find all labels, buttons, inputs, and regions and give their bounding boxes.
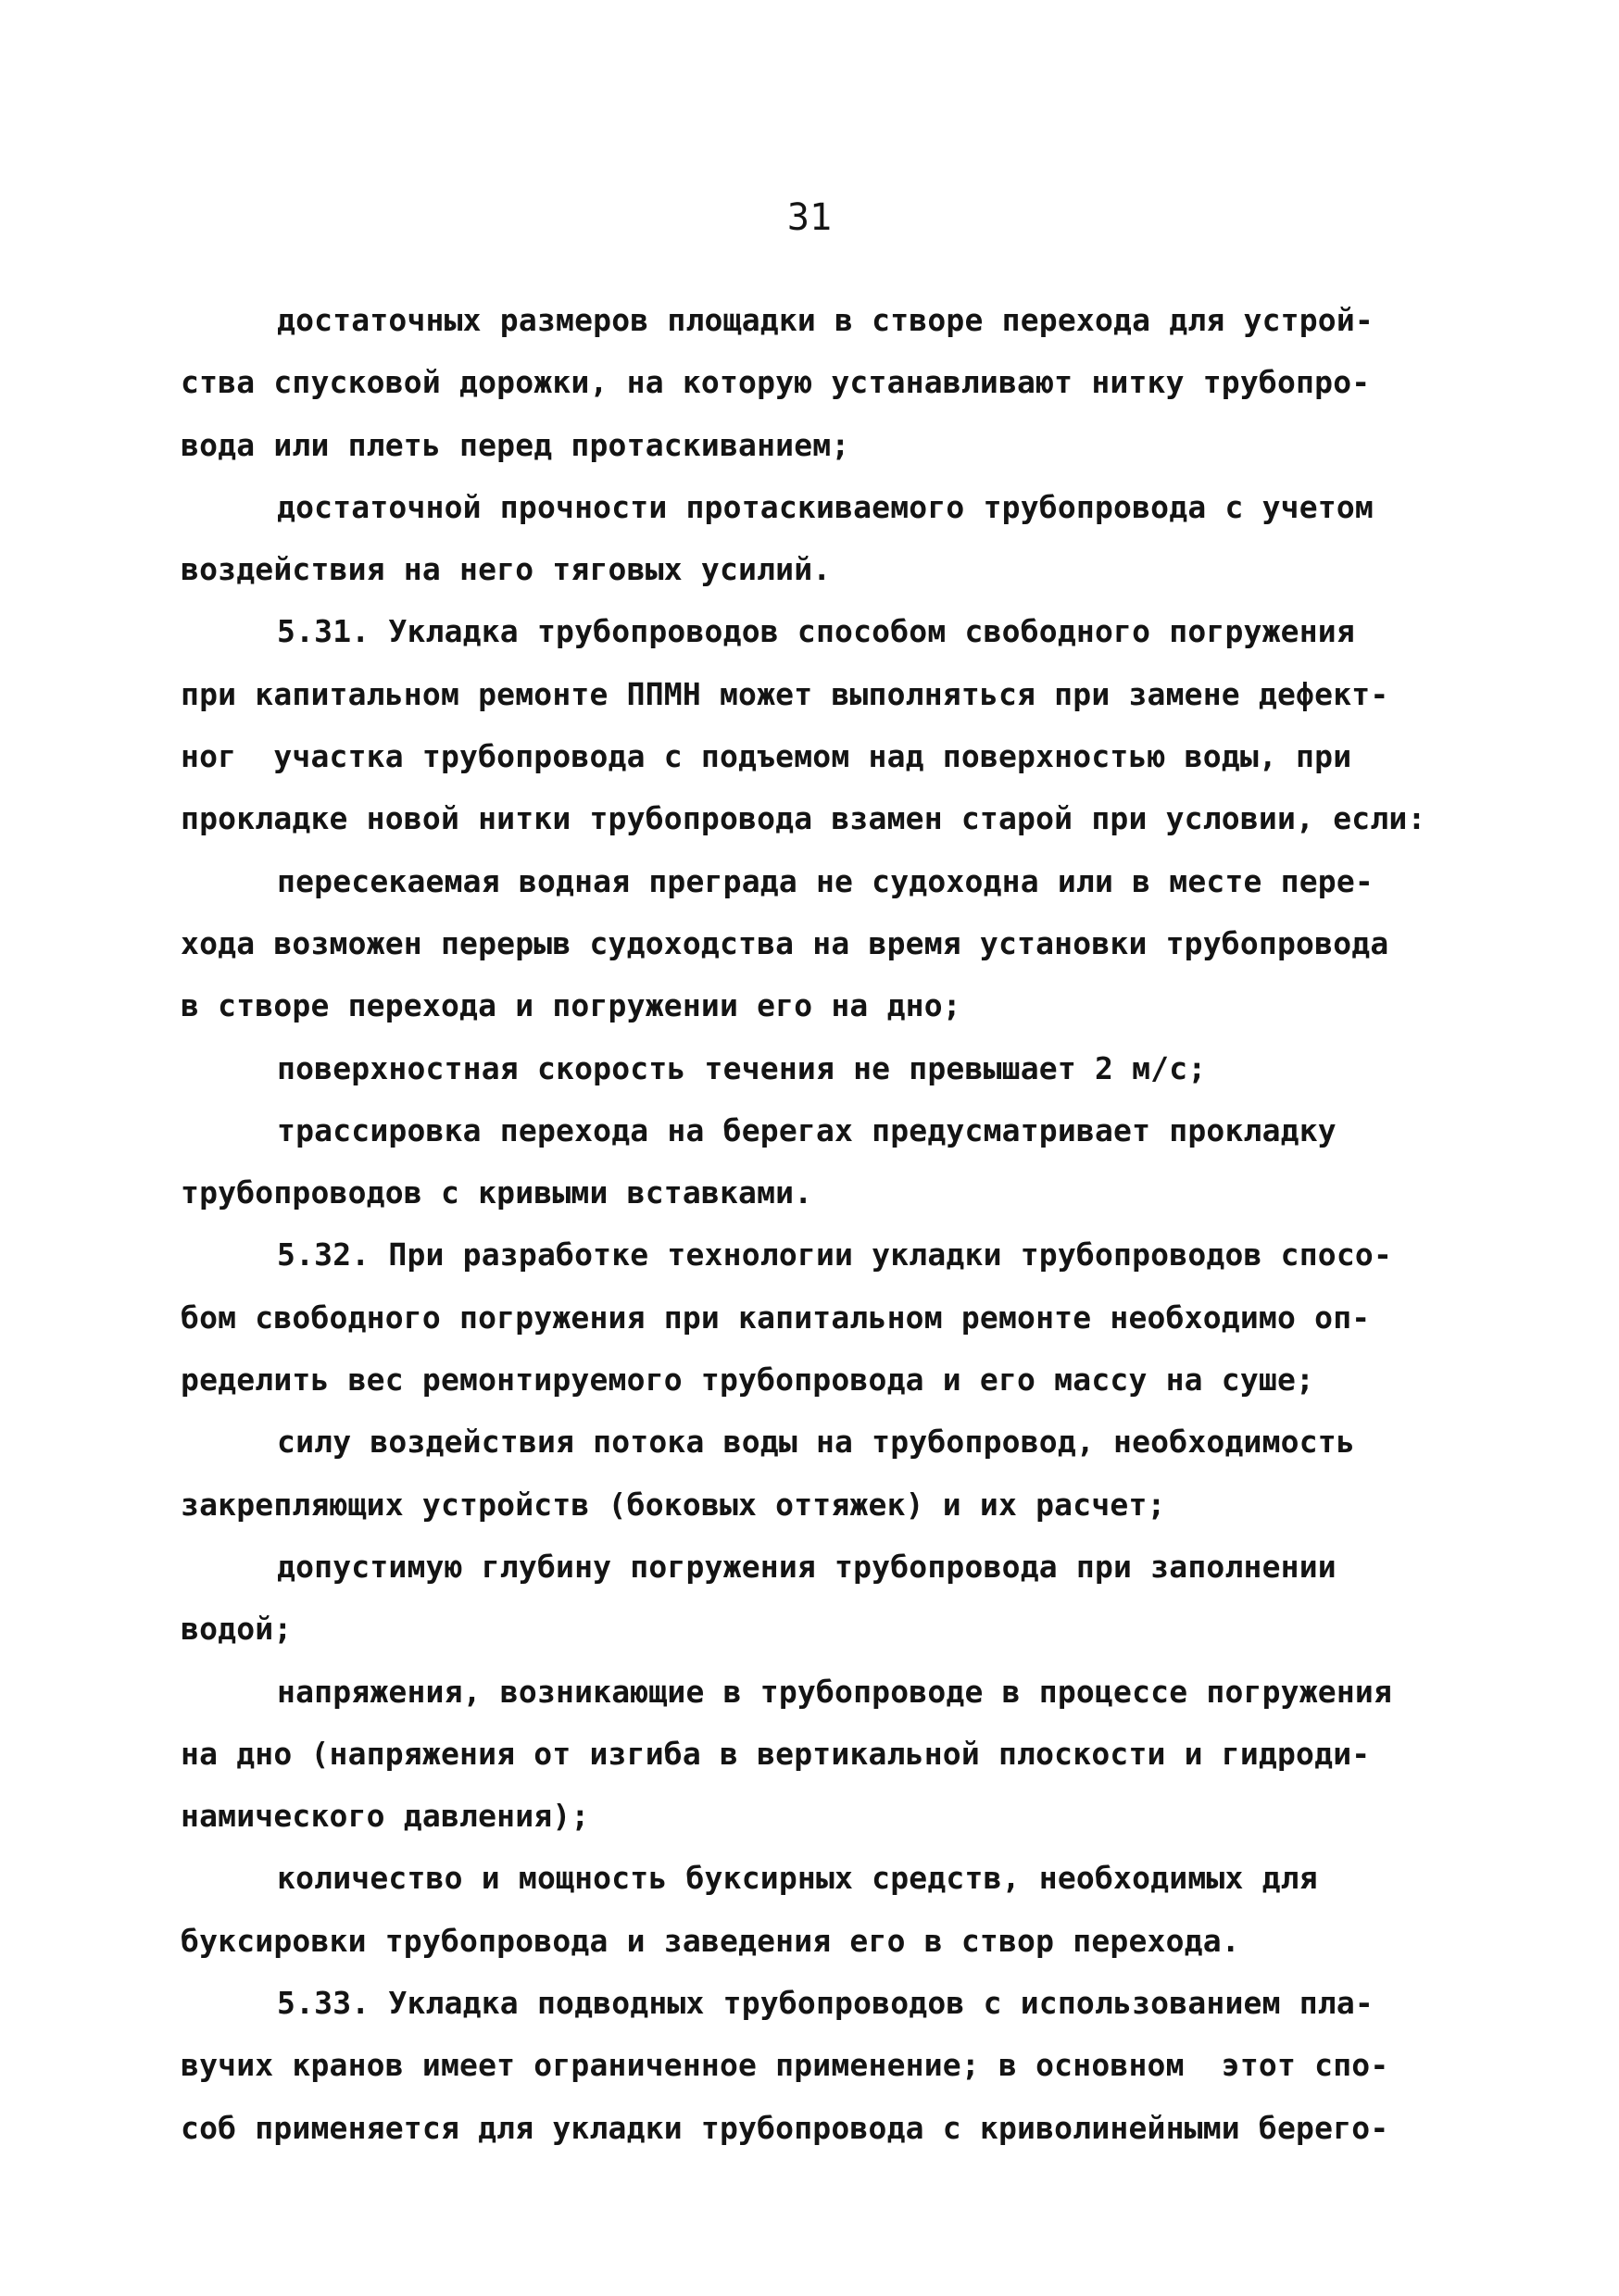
text-line: при капитальном ремонте ППМН может выполняться при замене дефект- (181, 675, 1389, 712)
text-line: 5.31. Укладка трубопроводов способом свободного погружения (277, 613, 1355, 650)
text-line: поверхностная скорость течения не превышает 2 м/с; (277, 1049, 1207, 1086)
text-line: соб применяется для укладки трубопровода с криволинейными берего- (181, 2109, 1389, 2146)
text-line: прокладке новой нитки трубопровода взамен старой при условии, если: (181, 800, 1426, 837)
text-line: пересекаемая водная преграда не судоходна или в месте пере- (277, 862, 1374, 899)
text-line: 5.33. Укладка подводных трубопроводов с использованием пла- (277, 1985, 1374, 2022)
text-line: достаточных размеров площадки в створе перехода для устрой- (277, 302, 1374, 338)
text-line: воздействия на него тяговых усилий. (181, 551, 832, 588)
body-text (181, 289, 1496, 2159)
page-number: 31 (786, 196, 833, 239)
text-line: буксировки трубопровода и заведения его в створ перехода. (181, 1922, 1240, 1959)
text-line: хода возможен перерыв судоходства на время установки трубопровода (181, 924, 1389, 961)
text-line: трассировка перехода на берегах предусматривает прокладку (277, 1111, 1337, 1148)
text-line: 5.32. При разработке технологии укладки трубопроводов спосо- (277, 1236, 1393, 1273)
text-line: бом свободного погружения при капитальном ремонте необходимо оп- (181, 1299, 1371, 1336)
text-line: в створе перехода и погружении его на дно; (181, 987, 961, 1024)
text-line: ства спусковой дорожки, на которую устанавливают нитку трубопро- (181, 364, 1371, 401)
text-line: количество и мощность буксирных средств, необходимых для (277, 1860, 1318, 1897)
text-line: напряжения, возникающие в трубопроводе в процессе погружения (277, 1673, 1393, 1710)
text-line: вода или плеть перед протаскиванием; (181, 426, 850, 463)
text-line: трубопроводов с кривыми вставками. (181, 1174, 813, 1211)
text-line: силу воздействия потока воды на трубопровод, необходимость (277, 1424, 1355, 1461)
text-line: допустимую глубину погружения трубопровода при заполнении (277, 1548, 1337, 1585)
text-line: закрепляющих устройств (боковых оттяжек) и их расчет; (181, 1486, 1166, 1523)
text-line: ределить вес ремонтируемого трубопровода и его массу на суше; (181, 1361, 1315, 1399)
text-line: вучих кранов имеет ограниченное применение; в основном этот спо- (181, 2047, 1389, 2084)
text-line: намического давления); (181, 1798, 590, 1835)
text-line: на дно (напряжения от изгиба в вертикальной плоскости и гидроди- (181, 1735, 1371, 1772)
text-line: ног участка трубопровода с подъемом над поверхностью воды, при (181, 738, 1352, 775)
text-line: достаточной прочности протаскиваемого трубопровода с учетом (277, 488, 1374, 525)
text-line: водой; (181, 1611, 293, 1648)
